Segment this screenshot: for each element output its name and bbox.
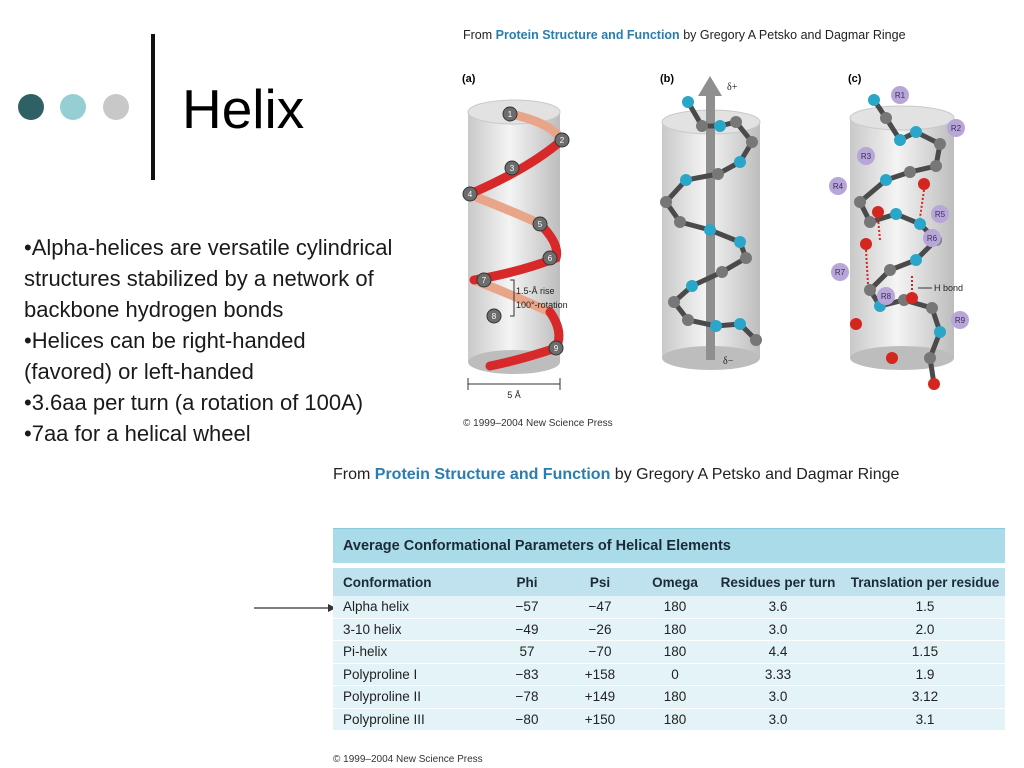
credit-authors: by Gregory A Petsko and Dagmar Ringe	[683, 28, 906, 42]
table-cell: 180	[639, 618, 711, 641]
table-cell: 180	[639, 708, 711, 731]
table-header-row	[333, 568, 1005, 596]
side-chain-label: R8	[880, 292, 892, 301]
residue-number: 5	[537, 220, 543, 229]
decor-dot-dark	[18, 94, 44, 120]
residue-number: 8	[491, 312, 497, 321]
table-row	[333, 596, 1005, 618]
residue-number: 9	[553, 344, 559, 353]
arrow-icon	[254, 602, 336, 614]
side-chain-label: R4	[832, 182, 844, 191]
table-copyright: © 1999–2004 New Science Press	[333, 754, 483, 765]
credit-book-title: Protein Structure and Function	[495, 28, 680, 42]
table-cell: −70	[561, 641, 639, 664]
table-cell: +150	[561, 708, 639, 731]
table-row	[333, 708, 1005, 731]
table-cell: 3.1	[845, 708, 1005, 731]
hbond-label: H bond	[934, 283, 964, 293]
residue-number: 7	[481, 276, 487, 285]
decor-dot-teal	[60, 94, 86, 120]
table-credit	[333, 466, 899, 484]
table-cell: 180	[639, 686, 711, 709]
bullet-item: •3.6aa per turn (a rotation of 100A)	[24, 390, 364, 415]
table-cell: −47	[561, 596, 639, 618]
helix-parameters-table	[333, 528, 1005, 731]
table-cell: Alpha helix	[333, 596, 493, 618]
residue-number: 4	[467, 190, 473, 199]
side-chain-label: R7	[834, 268, 846, 277]
width-label: 5 Å	[507, 390, 521, 400]
panel-c-label: (c)	[848, 73, 862, 85]
helix-illustration	[440, 62, 1000, 412]
table-cell: −49	[493, 618, 561, 641]
column-header: Phi	[516, 574, 538, 590]
table-cell: 180	[639, 641, 711, 664]
table-cell: +149	[561, 686, 639, 709]
helix-figure	[440, 62, 1000, 412]
table-cell: +158	[561, 663, 639, 686]
credit-book-title: Protein Structure and Function	[374, 466, 611, 483]
table-title: Average Conformational Parameters of Helical Elements	[333, 528, 1005, 563]
table-cell: 3.0	[711, 686, 845, 709]
rotation-label: 100°-rotation	[516, 300, 568, 310]
width-scale	[468, 378, 560, 390]
table-grid	[333, 568, 1005, 731]
side-chain-label: R6	[926, 234, 938, 243]
side-chain-label: R1	[894, 91, 906, 100]
side-chain-label: R3	[860, 152, 872, 161]
table-cell: 0	[639, 663, 711, 686]
figure-credit	[463, 28, 906, 42]
table-cell: 180	[639, 596, 711, 618]
table-cell: Polyproline II	[333, 686, 493, 709]
table-cell: 1.5	[845, 596, 1005, 618]
table-cell: Polyproline III	[333, 708, 493, 731]
title-divider	[151, 34, 155, 180]
table-cell: 3.33	[711, 663, 845, 686]
table-row	[333, 686, 1005, 709]
figure-copyright: © 1999–2004 New Science Press	[463, 418, 613, 429]
column-header: Omega	[652, 574, 698, 590]
dipole-minus-label: δ−	[723, 356, 734, 367]
panel-b-label: (b)	[660, 73, 675, 85]
table-cell: −57	[493, 596, 561, 618]
table-cell: 2.0	[845, 618, 1005, 641]
credit-authors: by Gregory A Petsko and Dagmar Ringe	[614, 466, 900, 483]
residue-number: 1	[507, 110, 513, 119]
table-cell: 4.4	[711, 641, 845, 664]
bullet-item: •Helices can be right-handed (favored) or left-handed	[24, 328, 306, 384]
table-cell: −78	[493, 686, 561, 709]
table-cell: 57	[493, 641, 561, 664]
side-chain-label: R5	[934, 210, 946, 219]
panel-a-label: (a)	[462, 73, 476, 85]
table-cell: 3-10 helix	[333, 618, 493, 641]
residue-number: 3	[509, 164, 515, 173]
bullet-list	[24, 232, 396, 449]
table-cell: 3.12	[845, 686, 1005, 709]
bullet-item: •7aa for a helical wheel	[24, 421, 251, 446]
column-header: Residues per turn	[720, 574, 836, 590]
table-cell: 3.0	[711, 708, 845, 731]
credit-prefix: From	[333, 466, 371, 483]
dipole-plus-label: δ+	[727, 82, 738, 93]
residue-number: 2	[559, 136, 565, 145]
table-row	[333, 618, 1005, 641]
column-header: Translation per residue	[850, 574, 1000, 590]
rise-label: 1.5-Å rise	[516, 286, 555, 296]
bullet-item: •Alpha-helices are versatile cylindrical structures stabilized by a network of backbone hydrogen bonds	[24, 235, 393, 322]
residue-number: 6	[547, 254, 553, 263]
side-chain-label: R2	[950, 124, 962, 133]
table-cell: −80	[493, 708, 561, 731]
table-row	[333, 641, 1005, 664]
table-cell: 3.6	[711, 596, 845, 618]
side-chain-label: R9	[954, 316, 966, 325]
table-cell: 3.0	[711, 618, 845, 641]
table-cell: Polyproline I	[333, 663, 493, 686]
decor-dot-gray	[103, 94, 129, 120]
credit-prefix: From	[463, 28, 493, 42]
table-cell: −83	[493, 663, 561, 686]
table-row	[333, 663, 1005, 686]
table-cell: Pi-helix	[333, 641, 493, 664]
table-cell: 1.15	[845, 641, 1005, 664]
column-header: Conformation	[343, 574, 432, 590]
table-cell: −26	[561, 618, 639, 641]
column-header: Psi	[589, 574, 611, 590]
slide-title: Helix	[182, 78, 305, 140]
table-cell: 1.9	[845, 663, 1005, 686]
